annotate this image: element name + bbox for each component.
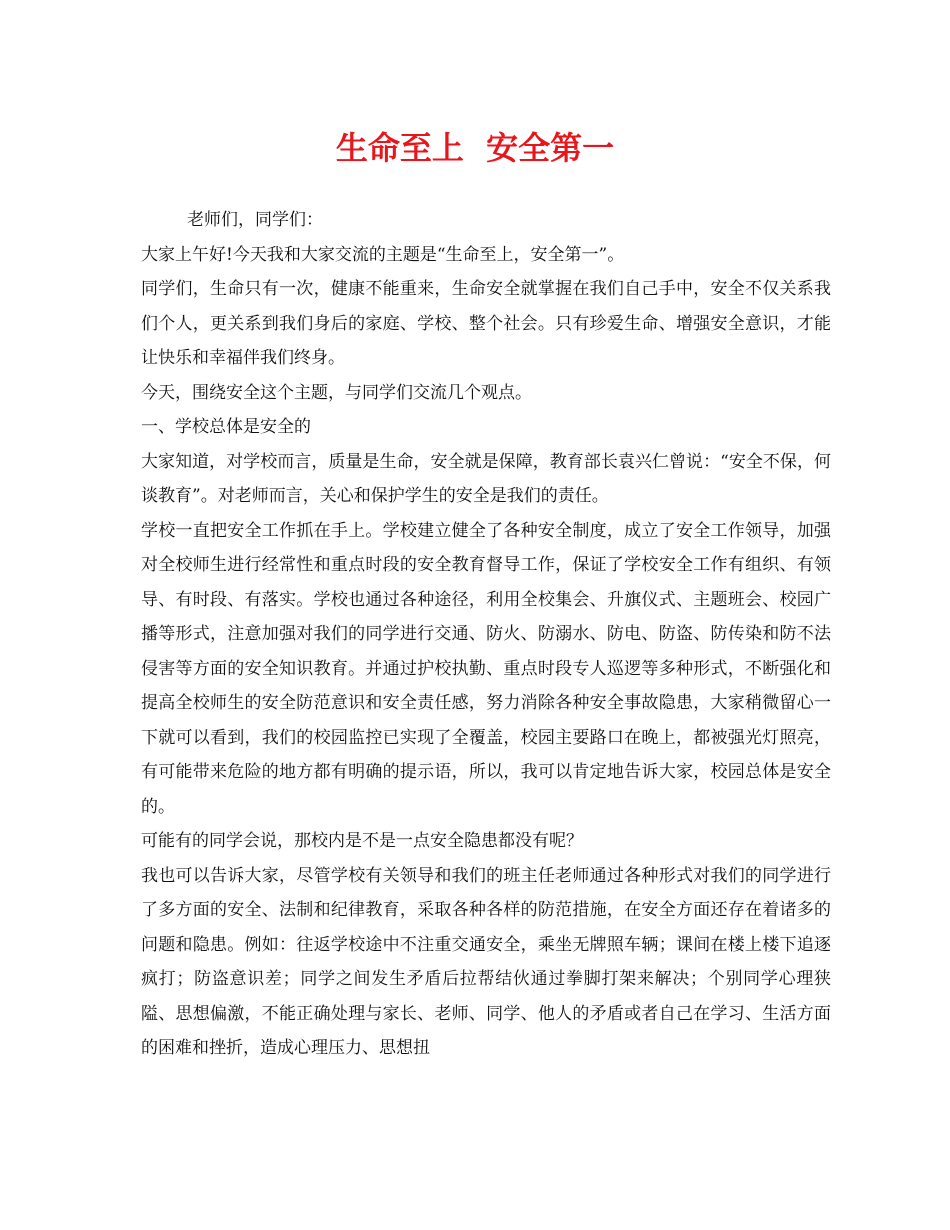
paragraph-quote: 大家知道，对学校而言，质量是生命，安全就是保障，教育部长袁兴仁曾说：“安全不保，何谈教育”。对老师而言，关心和保护学生的安全是我们的责任。: [141, 451, 831, 506]
document-title: 生命至上 安全第一: [335, 129, 615, 167]
paragraph-greeting: 大家上午好!今天我和大家交流的主题是“生命至上，安全第一”。: [141, 244, 625, 265]
paragraph-problems: 我也可以告诉大家，尽管学校有关领导和我们的班主任老师通过各种形式对我们的同学进行了多方面的安全、法制和纪律教育，采取各种各样的防范措施，在安全方面还存在着诸多的问题和隐患。例如：往返学校途中不注重交通安全，乘坐无牌照车辆；课间在楼上楼下追逐疯打；防盗意识差；同学之间发生矛盾后拉帮结伙通过拳脚打架来解决；个别同学心理狭隘、思想偏激，不能正确处理与家长、老师、同学、他人的矛盾或者自己在学习、生活方面的困难和挫折，造成心理压力、思想扭: [141, 865, 831, 1058]
paragraph-school-measures: 学校一直把安全工作抓在手上。学校建立健全了各种安全制度，成立了安全工作领导，加强对全校师生进行经常性和重点时段的安全教育督导工作，保证了学校安全工作有组织、有领导、有时段、有落实。学校也通过各种途径，利用全校集会、升旗仪式、主题班会、校园广播等形式，注意加强对我们的同学进行交通、防火、防溺水、防电、防盗、防传染和防不法侵害等方面的安全知识教育。并通过护校执勤、重点时段专人巡逻等多种形式，不断强化和提高全校师生的安全防范意识和安全责任感，努力消除各种安全事故隐患，大家稍微留心一下就可以看到，我们的校园监控已实现了全覆盖，校园主要路口在晚上，都被强光灯照亮，有可能带来危险的地方都有明确的提示语，所以，我可以肯定地告诉大家，校园总体是安全的。: [141, 520, 831, 817]
paragraph-intro: 同学们，生命只有一次，健康不能重来，生命安全就掌握在我们自己手中，安全不仅关系我们个人，更关系到我们身后的家庭、学校、整个社会。只有珍爱生命、增强安全意识，才能让快乐和幸福伴我们终身。: [141, 279, 831, 368]
paragraph-salutation: 老师们，同学们：: [187, 210, 323, 230]
section-heading-1: 一、学校总体是安全的: [141, 417, 311, 437]
paragraph-topic: 今天，围绕安全这个主题，与同学们交流几个观点。: [141, 382, 532, 403]
document-body: [141, 203, 831, 1066]
paragraph-question: 可能有的同学会说，那校内是不是一点安全隐患都没有呢？: [141, 831, 583, 851]
